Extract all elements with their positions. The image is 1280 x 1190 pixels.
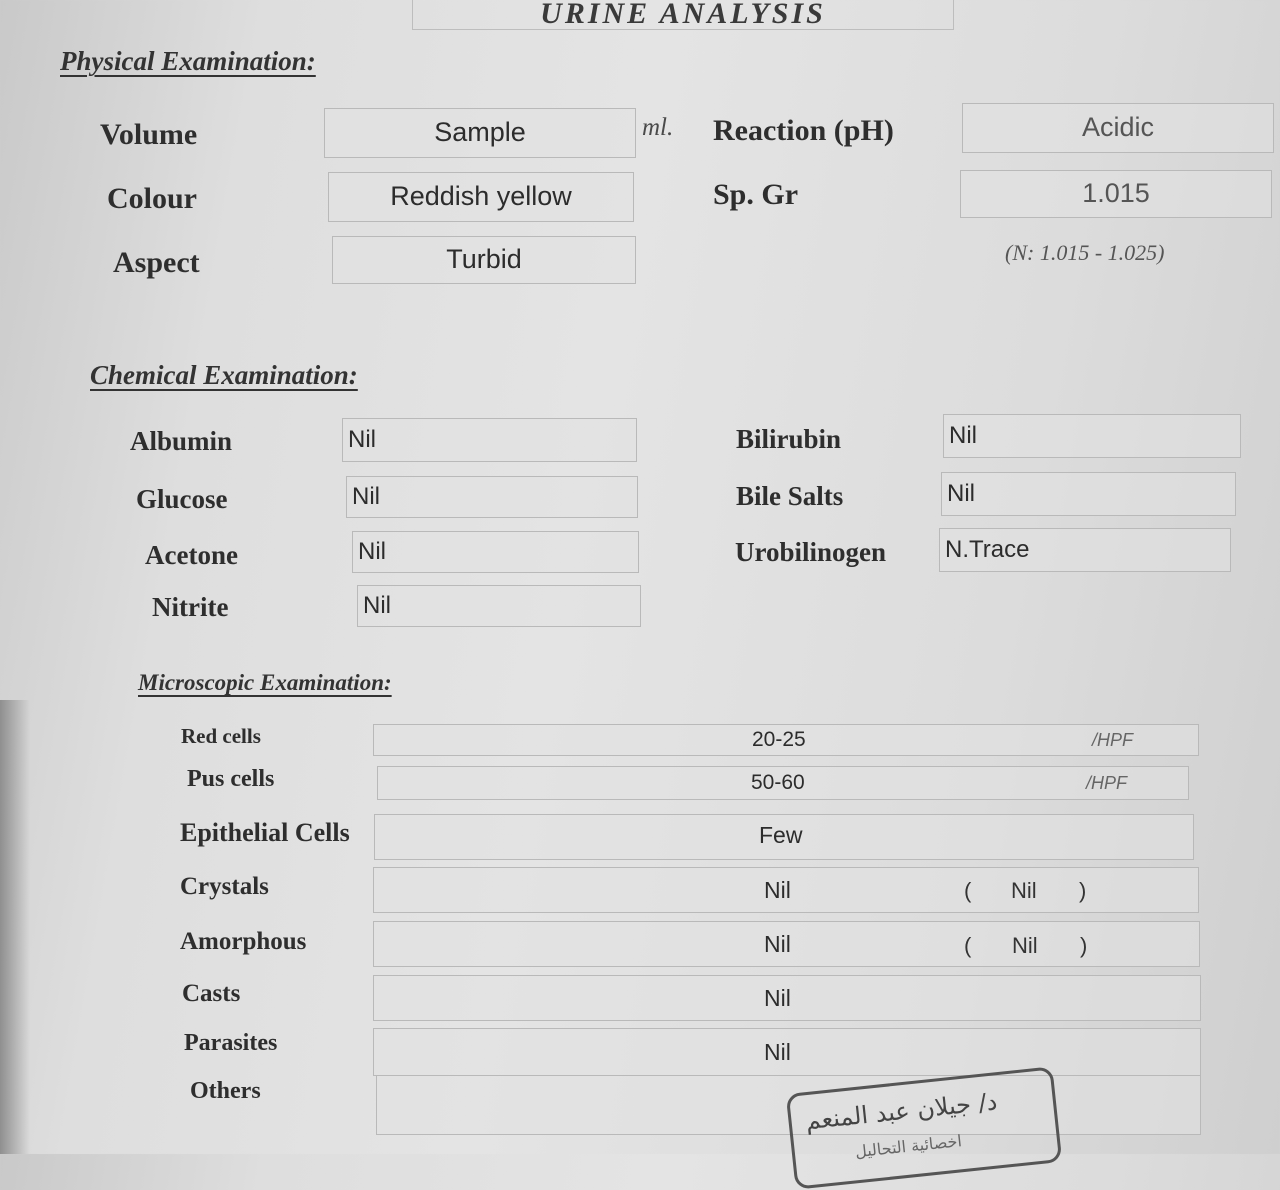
- albumin-field: Nil: [342, 418, 637, 462]
- bile-salts-field: Nil: [941, 472, 1236, 516]
- aspect-label: Aspect: [113, 246, 200, 279]
- casts-value: Nil: [764, 985, 791, 1011]
- aspect-field: Turbid: [332, 236, 636, 284]
- epithelial-cells-label: Epithelial Cells: [180, 818, 350, 847]
- nitrite-field: Nil: [357, 585, 641, 627]
- parasites-label: Parasites: [184, 1030, 278, 1056]
- reaction-label: Reaction (pH): [713, 114, 894, 147]
- casts-field: [373, 975, 1201, 1021]
- pus-cells-label: Pus cells: [187, 766, 275, 792]
- crystals-label: Crystals: [180, 873, 269, 900]
- spgr-field: 1.015: [960, 170, 1272, 218]
- crystals-paren-open: (: [964, 878, 972, 903]
- volume-field: Sample: [324, 108, 636, 158]
- amorphous-field: [373, 921, 1200, 967]
- urobilinogen-label: Urobilinogen: [735, 537, 887, 567]
- bile-salts-label: Bile Salts: [736, 481, 844, 511]
- amorphous-value: Nil: [764, 931, 791, 957]
- others-label: Others: [190, 1078, 261, 1104]
- volume-unit: ml.: [642, 114, 674, 141]
- stamp-subtext: اخصائية التحاليل: [854, 1131, 963, 1162]
- parasites-value: Nil: [764, 1039, 791, 1065]
- red-cells-label: Red cells: [181, 724, 261, 748]
- colour-field: Reddish yellow: [328, 172, 634, 222]
- epithelial-cells-field: [374, 814, 1194, 860]
- crystals-value: Nil: [764, 877, 791, 903]
- crystals-field: [373, 867, 1199, 913]
- reaction-field: Acidic: [962, 103, 1274, 153]
- pus-cells-unit: /HPF: [1086, 773, 1128, 793]
- red-cells-field: [373, 724, 1199, 756]
- albumin-label: Albumin: [130, 426, 233, 456]
- acetone-label: Acetone: [145, 540, 238, 570]
- casts-label: Casts: [182, 980, 241, 1007]
- glucose-label: Glucose: [136, 484, 228, 514]
- chemical-heading: Chemical Examination:: [90, 360, 358, 390]
- title-box: [412, 0, 954, 30]
- bilirubin-field: Nil: [943, 414, 1241, 458]
- spgr-normal-range: (N: 1.015 - 1.025): [1005, 240, 1165, 265]
- spgr-label: Sp. Gr: [713, 178, 799, 211]
- red-cells-unit: /HPF: [1092, 730, 1134, 750]
- colour-label: Colour: [107, 182, 197, 215]
- physical-heading: Physical Examination:: [60, 46, 316, 76]
- report-title: URINE ANALYSIS: [540, 0, 826, 30]
- urobilinogen-field: N.Trace: [939, 528, 1231, 572]
- microscopic-heading: Microscopic Examination:: [138, 670, 392, 695]
- red-cells-value: 20-25: [752, 728, 806, 751]
- pus-cells-field: [377, 766, 1189, 800]
- pus-cells-value: 50-60: [751, 771, 805, 794]
- crystals-paren-close: ): [1079, 878, 1087, 903]
- amorphous-label: Amorphous: [180, 928, 307, 955]
- volume-label: Volume: [100, 118, 198, 151]
- crystals-paren-value: Nil: [1011, 878, 1037, 903]
- nitrite-label: Nitrite: [152, 592, 229, 622]
- epithelial-cells-value: Few: [759, 822, 803, 848]
- amorphous-paren-close: ): [1080, 933, 1088, 958]
- amorphous-paren-value: Nil: [1012, 933, 1038, 958]
- amorphous-paren-open: (: [964, 933, 972, 958]
- acetone-field: Nil: [352, 531, 639, 573]
- paper-shadow: [0, 700, 30, 1154]
- glucose-field: Nil: [346, 476, 638, 518]
- stamp-text: د/ جيلان عبد المنعم: [804, 1087, 999, 1136]
- bilirubin-label: Bilirubin: [736, 424, 842, 454]
- parasites-field: [373, 1028, 1201, 1076]
